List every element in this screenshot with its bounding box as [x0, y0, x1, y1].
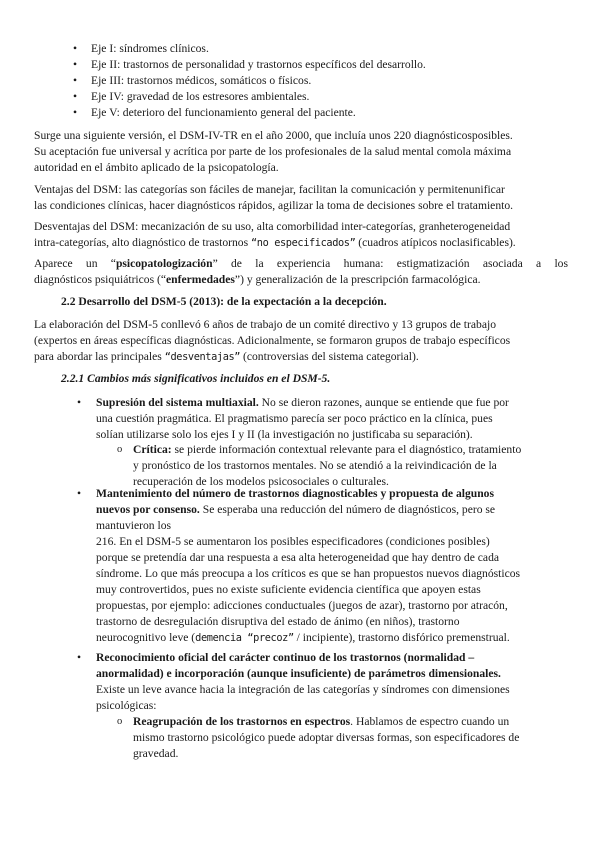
bullet-icon: •	[73, 90, 78, 103]
bullet-icon: •	[73, 42, 78, 55]
bullet-icon: •	[73, 106, 78, 119]
circle-bullet-icon: o	[117, 716, 123, 727]
bullet-icon: •	[77, 396, 82, 409]
bullet-icon: •	[73, 58, 78, 71]
bullet-icon: •	[73, 74, 78, 87]
bullet-icon: •	[77, 651, 82, 664]
document-page: • Eje I: síndromes clínicos. • Eje II: trastornos de personalidad y trastornos específicos del desarrollo. • Eje III: trastornos médicos, somáticos o físicos. • Eje IV: gravedad de los estresores ambientales. • Eje V: deterioro del funcionamiento general del paciente. Surge una siguiente versión, el DSM-IV-TR en el año 2000, que incluía unos 220 diagnósticosposibles. Su aceptación fue universal y acrítica por parte de los profesionales de la salud mental comola máxima autoridad en el ámbito aplicado de la psicopatología. Ventajas del DSM: las categorías son fáciles de manejar, facilitan la comunicación y permitenunificar las condiciones clínicas, hacer diagnósticos rápidos, agilizar la toma de decisiones sobre el tratamiento. Desventajas del DSM: mecanización de su uso, alta comorbilidad inter-categorías, granheterogeneidad intra-categorías, alto diagnóstico de trastornos “no especificados” (cuadros atípicos noclasificables). Aparece un “psicopatologización” de la experiencia humana: estigmatización asociada a los diagnósticos psiquiátricos (“enfermedades”) y generalización de la prescripción farmacológica. 2.2 Desarrollo del DSM-5 (2013): de la expectación a la decepción. La elaboración del DSM-5 conllevó 6 años de trabajo de un comité directivo y 13 grupos de trabajo (expertos en áreas específicas diagnósticas. Adicionalmente, se formaron grupos de trabajo específicos para abordar las principales “desventajas” (controversias del sistema categorial). 2.2.1 Cambios más significativos incluidos en el DSM-5. • Supresión del sistema multiaxial. No se dieron razones, aunque se entiende que fue por una cuestión pragmática. El pragmatismo parecía ser poco práctico en la clínica, pues solían utilizarse solo los ejes I y II (la investigación no justificaba su separación). o Crítica: se pierde información contextual relevante para el diagnóstico, tratamiento y pronóstico de los trastornos mentales. No se atendió a la reivindicación de la recuperación de los modelos psicosociales o culturales. • Mantenimiento del número de trastornos diagnosticables y propuesta de algunos nuevos por consenso. Se esperaba una reducción del número de diagnósticos, pero se mantuvieron los 216. En el DSM-5 se aumentaron los posibles especificadores (condiciones posibles) porque se pretendía dar una respuesta a esa alta heterogeneidad que hay dentro de cada síndrome. Lo que más preocupa a los críticos es que se han propuestos nuevos diagnósticos muy controvertidos, pues no existe suficiente evidencia científica que apoyen estas propuestas, por ejemplo: adicciones conductuales (juegos de azar), trastorno por atracón, trastorno de desregulación disruptiva del estado de ánimo (en niños), trastorno neurocognitivo leve (demencia “precoz” / incipiente), trastorno disfórico premenstrual. • Reconocimiento oficial del carácter continuo de los trastornos (normalidad – anormalidad) e incorporación (aunque insuficiente) de parámetros dimensionales. Existe un leve avance hacia la integración de las categorías y síndromes con dimensiones psicológicas: o Reagrupación de los trastornos en espectros. Hablamos de espectro cuando un mismo trastorno psicológico puede adoptar diversas formas, son especificadores de gravedad.	[34, 42, 568, 760]
circle-bullet-icon: o	[117, 444, 123, 455]
bullet-icon: •	[77, 487, 82, 500]
